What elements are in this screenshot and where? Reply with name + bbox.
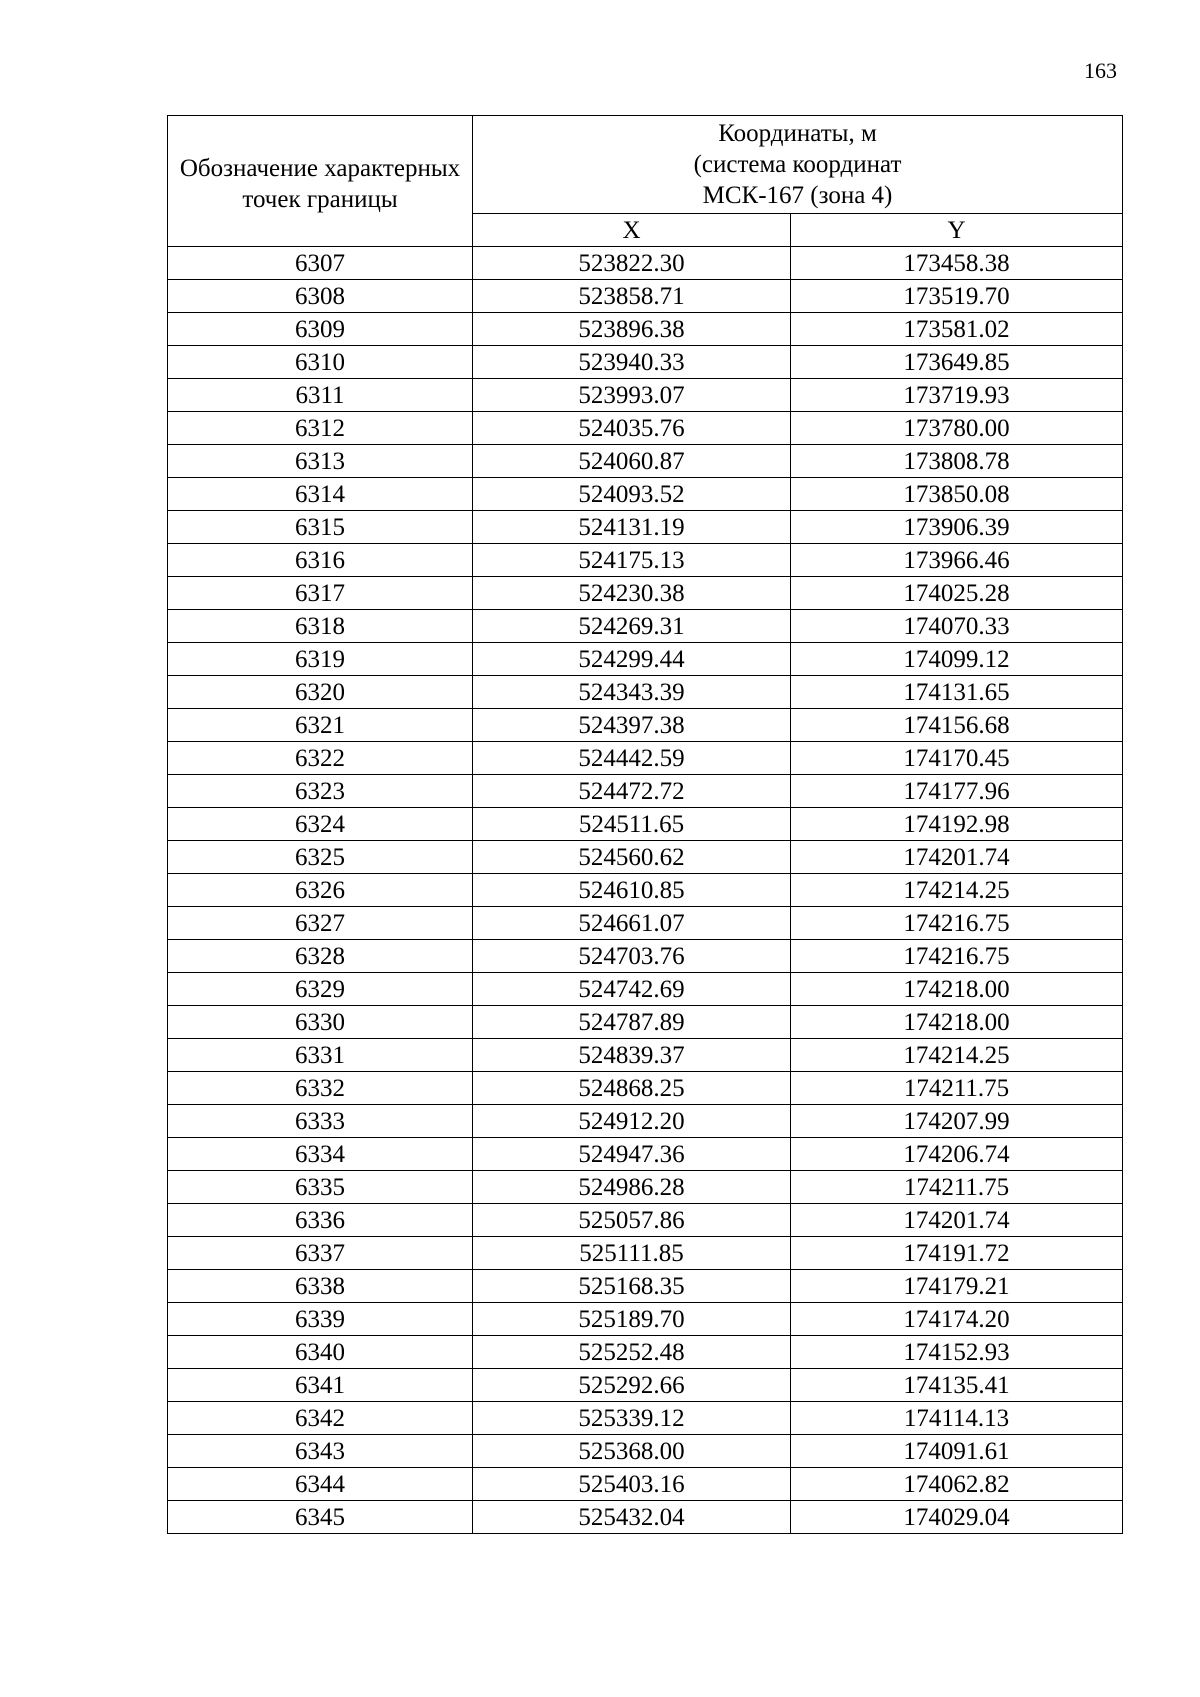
cell-x: 525252.48 xyxy=(473,1336,791,1369)
table-row xyxy=(168,907,1123,940)
table-row xyxy=(168,445,1123,478)
cell-x: 524093.52 xyxy=(473,478,791,511)
cell-x: 525432.04 xyxy=(473,1501,791,1534)
cell-point: 6335 xyxy=(168,1171,473,1204)
table-body xyxy=(168,247,1123,1534)
cell-point: 6341 xyxy=(168,1369,473,1402)
cell-x: 524661.07 xyxy=(473,907,791,940)
cell-point: 6322 xyxy=(168,742,473,775)
cell-y: 173850.08 xyxy=(791,478,1123,511)
cell-x: 524035.76 xyxy=(473,412,791,445)
cell-point: 6313 xyxy=(168,445,473,478)
table-row xyxy=(168,1501,1123,1534)
header-x: X xyxy=(473,214,791,247)
cell-y: 174179.21 xyxy=(791,1270,1123,1303)
table-row xyxy=(168,1105,1123,1138)
cell-x: 524560.62 xyxy=(473,841,791,874)
cell-x: 524269.31 xyxy=(473,610,791,643)
cell-point: 6345 xyxy=(168,1501,473,1534)
cell-y: 174114.13 xyxy=(791,1402,1123,1435)
cell-x: 523896.38 xyxy=(473,313,791,346)
table-row xyxy=(168,676,1123,709)
cell-point: 6342 xyxy=(168,1402,473,1435)
cell-y: 174174.20 xyxy=(791,1303,1123,1336)
table-header xyxy=(168,116,1123,247)
cell-x: 524839.37 xyxy=(473,1039,791,1072)
table-row xyxy=(168,1369,1123,1402)
cell-x: 525403.16 xyxy=(473,1468,791,1501)
cell-point: 6333 xyxy=(168,1105,473,1138)
table-row xyxy=(168,1072,1123,1105)
table-row xyxy=(168,280,1123,313)
cell-x: 525368.00 xyxy=(473,1435,791,1468)
cell-y: 174206.74 xyxy=(791,1138,1123,1171)
cell-point: 6343 xyxy=(168,1435,473,1468)
cell-x: 525057.86 xyxy=(473,1204,791,1237)
cell-x: 524175.13 xyxy=(473,544,791,577)
cell-y: 174218.00 xyxy=(791,1006,1123,1039)
table-row xyxy=(168,775,1123,808)
cell-x: 523993.07 xyxy=(473,379,791,412)
cell-point: 6323 xyxy=(168,775,473,808)
table-row xyxy=(168,346,1123,379)
cell-y: 174214.25 xyxy=(791,1039,1123,1072)
cell-x: 525339.12 xyxy=(473,1402,791,1435)
cell-point: 6337 xyxy=(168,1237,473,1270)
cell-point: 6330 xyxy=(168,1006,473,1039)
table-row xyxy=(168,1270,1123,1303)
cell-y: 174025.28 xyxy=(791,577,1123,610)
cell-y: 174207.99 xyxy=(791,1105,1123,1138)
table-row xyxy=(168,643,1123,676)
cell-point: 6315 xyxy=(168,511,473,544)
table-row xyxy=(168,478,1123,511)
cell-y: 173649.85 xyxy=(791,346,1123,379)
cell-x: 524986.28 xyxy=(473,1171,791,1204)
header-coordinates xyxy=(473,116,1123,214)
cell-x: 524472.72 xyxy=(473,775,791,808)
header-coordinates-line2: (система координат xyxy=(693,151,902,178)
cell-x: 525168.35 xyxy=(473,1270,791,1303)
table-row xyxy=(168,1237,1123,1270)
cell-point: 6318 xyxy=(168,610,473,643)
cell-x: 524442.59 xyxy=(473,742,791,775)
cell-y: 174216.75 xyxy=(791,940,1123,973)
cell-point: 6329 xyxy=(168,973,473,1006)
cell-y: 173458.38 xyxy=(791,247,1123,280)
cell-point: 6328 xyxy=(168,940,473,973)
cell-point: 6324 xyxy=(168,808,473,841)
cell-point: 6340 xyxy=(168,1336,473,1369)
cell-y: 174191.72 xyxy=(791,1237,1123,1270)
cell-point: 6339 xyxy=(168,1303,473,1336)
cell-x: 524742.69 xyxy=(473,973,791,1006)
cell-y: 174099.12 xyxy=(791,643,1123,676)
cell-y: 174177.96 xyxy=(791,775,1123,808)
cell-x: 524299.44 xyxy=(473,643,791,676)
cell-point: 6317 xyxy=(168,577,473,610)
table-row xyxy=(168,1171,1123,1204)
header-coordinates-line3: МСК-167 (зона 4) xyxy=(702,182,893,209)
table-row xyxy=(168,1468,1123,1501)
table-row xyxy=(168,742,1123,775)
cell-y: 174029.04 xyxy=(791,1501,1123,1534)
cell-y: 174170.45 xyxy=(791,742,1123,775)
cell-y: 174192.98 xyxy=(791,808,1123,841)
table-row xyxy=(168,379,1123,412)
cell-point: 6344 xyxy=(168,1468,473,1501)
cell-x: 524787.89 xyxy=(473,1006,791,1039)
cell-x: 524610.85 xyxy=(473,874,791,907)
table-row xyxy=(168,874,1123,907)
cell-point: 6310 xyxy=(168,346,473,379)
table-row xyxy=(168,544,1123,577)
cell-point: 6326 xyxy=(168,874,473,907)
table-row xyxy=(168,412,1123,445)
cell-point: 6332 xyxy=(168,1072,473,1105)
table-row xyxy=(168,1402,1123,1435)
cell-x: 524230.38 xyxy=(473,577,791,610)
table-row xyxy=(168,841,1123,874)
cell-y: 174152.93 xyxy=(791,1336,1123,1369)
cell-x: 524703.76 xyxy=(473,940,791,973)
header-y: Y xyxy=(791,214,1123,247)
table-row xyxy=(168,313,1123,346)
table-row xyxy=(168,940,1123,973)
table-row xyxy=(168,808,1123,841)
table-row xyxy=(168,1039,1123,1072)
cell-point: 6334 xyxy=(168,1138,473,1171)
cell-x: 523822.30 xyxy=(473,247,791,280)
cell-x: 523940.33 xyxy=(473,346,791,379)
cell-y: 174070.33 xyxy=(791,610,1123,643)
cell-x: 524511.65 xyxy=(473,808,791,841)
cell-point: 6314 xyxy=(168,478,473,511)
cell-y: 174214.25 xyxy=(791,874,1123,907)
cell-x: 524868.25 xyxy=(473,1072,791,1105)
cell-y: 173966.46 xyxy=(791,544,1123,577)
cell-y: 174131.65 xyxy=(791,676,1123,709)
cell-point: 6320 xyxy=(168,676,473,709)
cell-y: 174091.61 xyxy=(791,1435,1123,1468)
cell-point: 6331 xyxy=(168,1039,473,1072)
cell-x: 524131.19 xyxy=(473,511,791,544)
cell-point: 6308 xyxy=(168,280,473,313)
cell-y: 173519.70 xyxy=(791,280,1123,313)
table-row xyxy=(168,1336,1123,1369)
table-row xyxy=(168,577,1123,610)
cell-y: 174211.75 xyxy=(791,1171,1123,1204)
cell-y: 173780.00 xyxy=(791,412,1123,445)
cell-x: 524912.20 xyxy=(473,1105,791,1138)
table-row xyxy=(168,1204,1123,1237)
cell-point: 6307 xyxy=(168,247,473,280)
cell-y: 174211.75 xyxy=(791,1072,1123,1105)
cell-x: 523858.71 xyxy=(473,280,791,313)
cell-y: 174218.00 xyxy=(791,973,1123,1006)
cell-point: 6312 xyxy=(168,412,473,445)
cell-point: 6311 xyxy=(168,379,473,412)
cell-point: 6319 xyxy=(168,643,473,676)
cell-y: 174201.74 xyxy=(791,1204,1123,1237)
coordinates-table xyxy=(167,115,1123,1534)
header-coordinates-line1: Координаты, м xyxy=(718,120,877,147)
cell-x: 524343.39 xyxy=(473,676,791,709)
cell-y: 174062.82 xyxy=(791,1468,1123,1501)
cell-y: 173719.93 xyxy=(791,379,1123,412)
cell-y: 174201.74 xyxy=(791,841,1123,874)
cell-x: 525292.66 xyxy=(473,1369,791,1402)
cell-y: 173581.02 xyxy=(791,313,1123,346)
cell-y: 174216.75 xyxy=(791,907,1123,940)
cell-point: 6325 xyxy=(168,841,473,874)
cell-x: 525189.70 xyxy=(473,1303,791,1336)
table-row xyxy=(168,1303,1123,1336)
cell-point: 6316 xyxy=(168,544,473,577)
table-row xyxy=(168,610,1123,643)
cell-point: 6309 xyxy=(168,313,473,346)
cell-x: 524060.87 xyxy=(473,445,791,478)
cell-y: 174156.68 xyxy=(791,709,1123,742)
cell-point: 6327 xyxy=(168,907,473,940)
cell-point: 6321 xyxy=(168,709,473,742)
cell-point: 6338 xyxy=(168,1270,473,1303)
table-row xyxy=(168,1138,1123,1171)
cell-y: 173808.78 xyxy=(791,445,1123,478)
table-row xyxy=(168,511,1123,544)
table-row xyxy=(168,247,1123,280)
table-row xyxy=(168,709,1123,742)
header-point-designation: Обозначение характерных точек границы xyxy=(168,116,473,247)
table-row xyxy=(168,1435,1123,1468)
table-row xyxy=(168,1006,1123,1039)
cell-y: 174135.41 xyxy=(791,1369,1123,1402)
table-row xyxy=(168,973,1123,1006)
cell-point: 6336 xyxy=(168,1204,473,1237)
cell-x: 524397.38 xyxy=(473,709,791,742)
page-number: 163 xyxy=(1084,58,1117,83)
cell-x: 524947.36 xyxy=(473,1138,791,1171)
cell-x: 525111.85 xyxy=(473,1237,791,1270)
cell-y: 173906.39 xyxy=(791,511,1123,544)
